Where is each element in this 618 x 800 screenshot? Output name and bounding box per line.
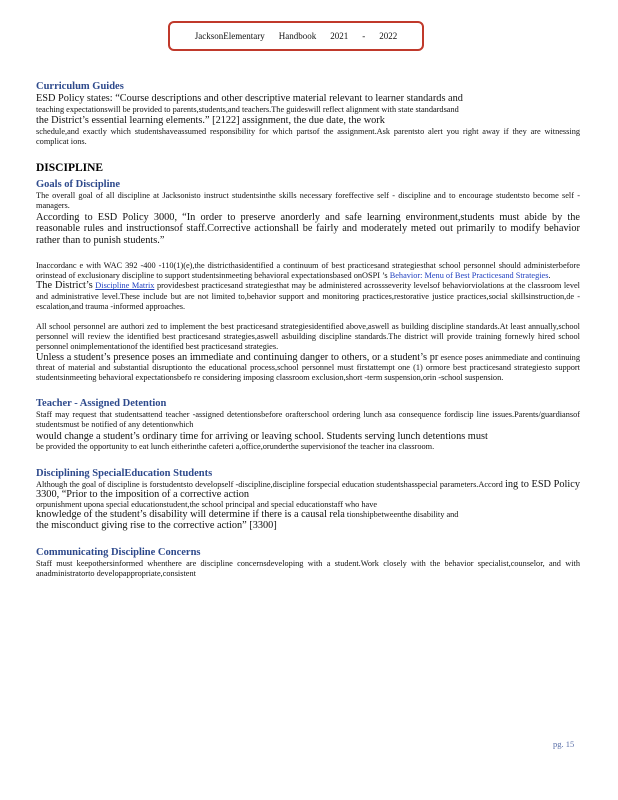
curriculum-text-3: the District’s essential learning elements.” [2122] assignment, the due date, the work — [36, 115, 385, 126]
discipline-matrix-link[interactable]: Discipline Matrix — [95, 281, 155, 291]
sped-text-c: orpunishment upona special educationstudent,the school principal and special educationstaff who have — [36, 500, 378, 510]
goals-text: The overall goal of all discipline at Jacksonisto instruct studentsinthe skills necessary foreffective self - discipline and to encourage studentsto become self -managers. — [36, 191, 580, 211]
header-year-sep: - — [362, 31, 366, 41]
curriculum-text-1: ESD Policy states: “Course descriptions and other descriptive material relevant to learner standards and — [36, 93, 463, 104]
curriculum-heading: Curriculum Guides — [36, 81, 124, 92]
curriculum-text-4: schedule,and exactly which studentshaveassumed responsibility for which partsof the assignment.Ask parentsto alert you right away if they are witnessing complicat ions. — [36, 126, 580, 146]
wac-text-a: Inaccordanc e with WAC 392 -400 -110(1)(e),the districthasidentified a continuum of best practicesand strategiesthat school personnel should administerbefore orinstead of exclusionary discipline to support studentsinmeeting behavioral expectationsbased onOSPI ’s — [36, 261, 580, 281]
sped-text-f: the misconduct giving rise to the corrective action” [3300] — [36, 520, 277, 532]
goals-policy-quote: According to ESD Policy 3000, “In order to preserve anorderly and safe learning environment,students must abide by the reasonable rules and instructionsof staff.Corrective actionshall be fairly and moderately meted out primarily to modify behavior rather than to punish students.” — [36, 211, 580, 247]
concerns-heading: Communicating Discipline Concerns — [36, 547, 201, 559]
all-personnel-text: All school personnel are authori zed to implement the best practicesand strategiesidentified above,aswell as building discipline standards.At least annually,school personnel will review the identified best practicesand strategies,aswell asbuilding discipline standards.The district will provide training fornewly hired school personnel onimplementationof the identified best practicesand strategies. — [36, 322, 580, 352]
behavior-menu-link[interactable]: Behavior: Menu of Best Practicesand Strategies — [389, 271, 549, 281]
sped-text-d: knowledge of the student’s disability will determine if there is a causal rela — [36, 509, 345, 521]
concerns-text: Staff must keepothersinformed whenthere are discipline concernsdeveloping with a student.Work closely with the behavior specialist,counselor, and with anadministratorto developappropriate,consistent — [36, 559, 580, 579]
header-year-end: 2022 — [379, 31, 398, 41]
wac-period: . — [548, 271, 551, 281]
page-body — [36, 80, 580, 580]
detention-text-2: would change a student’s ordinary time for arriving or leaving school. Students serving lunch detentions must — [36, 430, 488, 442]
curriculum-text-2: teaching expectationswill be provided to parents,students,and teachers.The guideswill reflect alignment with state standardsand — [36, 104, 459, 114]
unless-text: esence poses animmediate and continuing threat of material and substantial disruptionto the educational process,school personnel must firstattempt one (1) ormore best practicesand strategiesto support studentsinmeeting behavioral expectationsbefo re considering imposing classroom exclusion,short -term suspension,orin -school suspension. — [36, 352, 580, 383]
discipline-heading: DISCIPLINE — [36, 162, 104, 175]
detention-heading: Teacher - Assigned Detention — [36, 398, 167, 410]
header-school: JacksonElementary — [194, 31, 265, 41]
detention-text-3: be provided the opportunity to eat lunch eitherinthe cafeteri a,office,orunderthe supervisionof the teacher ina classroom. — [36, 442, 435, 452]
matrix-paragraph — [36, 281, 580, 312]
matrix-text: providesbest practicesand strategiesthat may be administered acrossseverity levelsof behaviorviolations at the classroom level and administrative level.These include but are not limited to,behavior support and monitoring practices,restorative justice practices,social skillsinstruction,de - escalation,and trauma -informed approaches. — [36, 281, 580, 311]
wac-paragraph — [36, 261, 580, 281]
header-year-start: 2021 — [330, 31, 349, 41]
sped-text-e: tionshipbetweenthe disability and — [346, 510, 459, 520]
sped-text-b: ing to ESD Policy 3300, “Prior to the imposition of a corrective action — [36, 478, 581, 500]
unless-paragraph — [36, 353, 580, 384]
matrix-lead: The District’s — [36, 280, 93, 292]
sped-paragraph-1 — [36, 480, 580, 500]
detention-text-1: Staff may request that studentsattend teacher -assigned detentionsbefore orafterschool ordering lunch asa consequence fordiscip line issues.Parents/guardiansof studentsmust be notified of any detentionwhich — [36, 410, 580, 430]
header-doc: Handbook — [278, 31, 317, 41]
page-number: pg. 15 — [553, 739, 575, 749]
goals-heading: Goals of Discipline — [36, 179, 121, 191]
unless-lead: Unless a student’s presence poses an immediate and continuing danger to others, or a student’s pr — [36, 351, 439, 363]
sped-text-a: Although the goal of discipline is forstudentsto developself -discipline,discipline forspecial education studentshasspecial parameters.Accord — [36, 479, 503, 489]
sped-paragraph-2 — [36, 510, 580, 520]
sped-heading: Disciplining SpecialEducation Students — [36, 467, 213, 479]
header-banner — [168, 21, 424, 51]
